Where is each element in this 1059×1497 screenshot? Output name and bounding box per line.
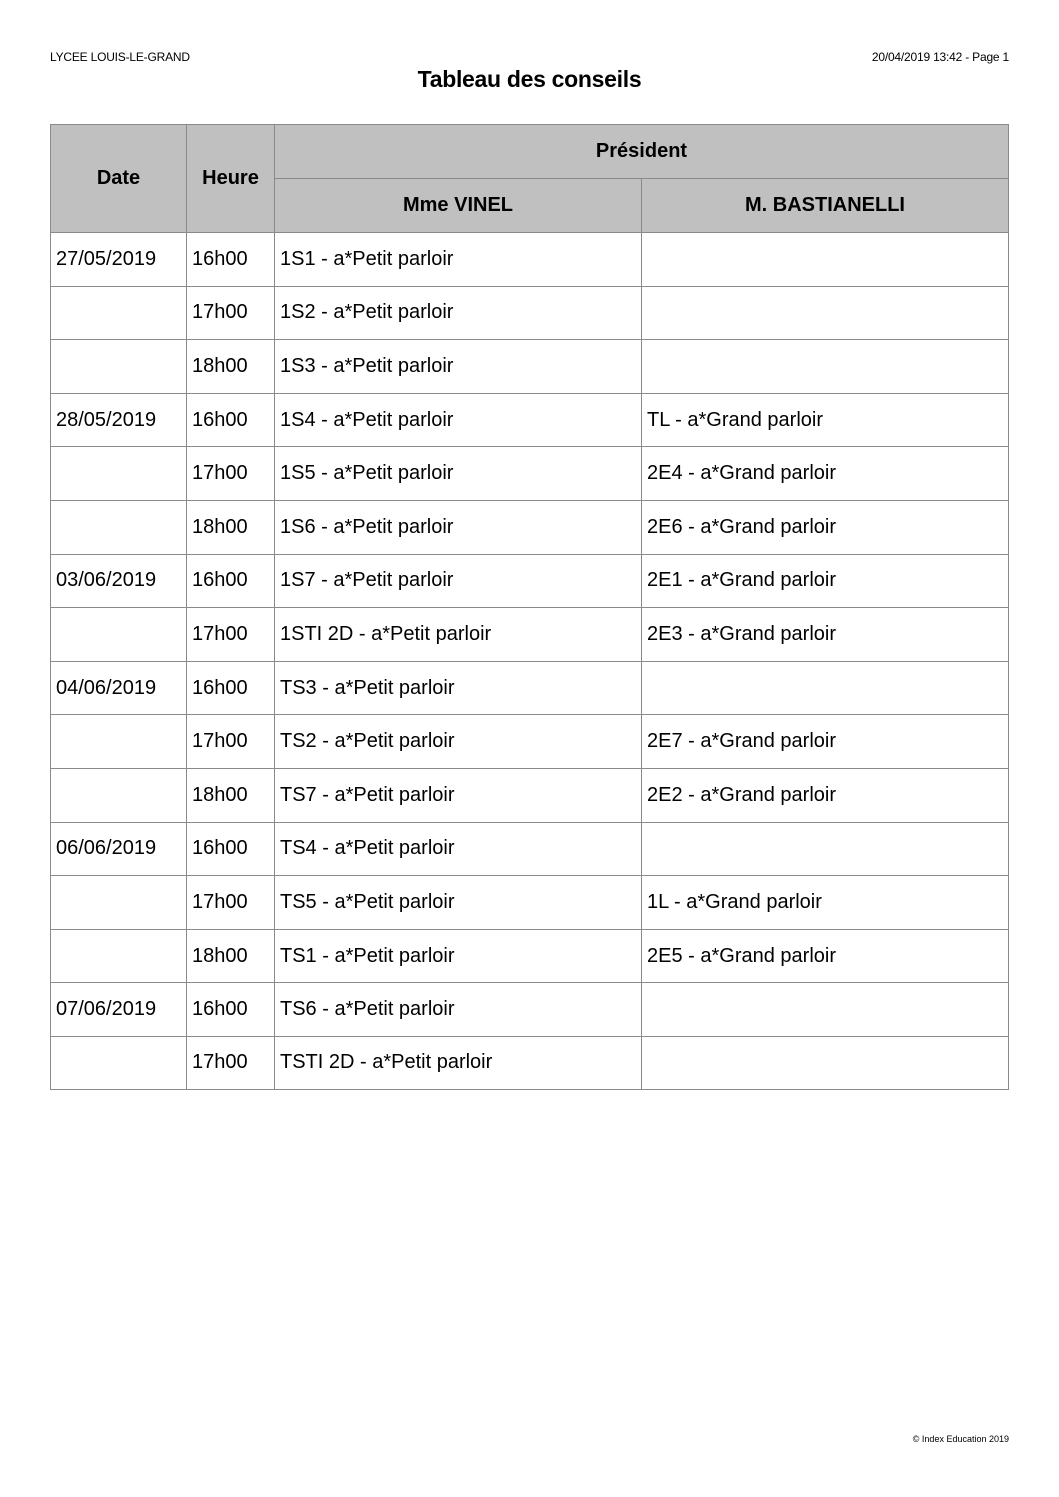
- print-date-page: 20/04/2019 13:42 - Page 1: [871, 50, 1009, 64]
- time-cell: 16h00: [187, 983, 275, 1037]
- vinel-council-cell: TS2 - a*Petit parloir: [275, 715, 642, 769]
- bastianelli-council-cell: [642, 233, 1009, 287]
- vinel-council-cell: 1S5 - a*Petit parloir: [275, 447, 642, 501]
- date-cell: [51, 768, 187, 822]
- time-cell: 18h00: [187, 340, 275, 394]
- vinel-council-cell: 1S6 - a*Petit parloir: [275, 500, 642, 554]
- date-cell: [51, 286, 187, 340]
- bastianelli-council-cell: [642, 983, 1009, 1037]
- date-cell: 03/06/2019: [51, 554, 187, 608]
- bastianelli-council-cell: 1L - a*Grand parloir: [642, 876, 1009, 930]
- date-cell: 28/05/2019: [51, 393, 187, 447]
- bastianelli-council-cell: [642, 822, 1009, 876]
- table-row: [51, 768, 1009, 822]
- table-row: [51, 286, 1009, 340]
- bastianelli-council-cell: 2E3 - a*Grand parloir: [642, 608, 1009, 662]
- vinel-council-cell: 1S1 - a*Petit parloir: [275, 233, 642, 287]
- bastianelli-council-cell: TL - a*Grand parloir: [642, 393, 1009, 447]
- bastianelli-council-cell: 2E1 - a*Grand parloir: [642, 554, 1009, 608]
- vinel-council-cell: TS6 - a*Petit parloir: [275, 983, 642, 1037]
- table-row: [51, 929, 1009, 983]
- copyright-notice: © Index Education 2019: [912, 1434, 1009, 1444]
- time-cell: 16h00: [187, 554, 275, 608]
- column-header-date: Date: [51, 125, 187, 233]
- table-row: [51, 233, 1009, 287]
- column-header-mme-vinel: Mme VINEL: [275, 179, 642, 233]
- table-row: [51, 983, 1009, 1037]
- vinel-council-cell: 1S3 - a*Petit parloir: [275, 340, 642, 394]
- table-row: [51, 661, 1009, 715]
- date-cell: 04/06/2019: [51, 661, 187, 715]
- time-cell: 16h00: [187, 233, 275, 287]
- date-cell: [51, 1036, 187, 1089]
- bastianelli-council-cell: 2E6 - a*Grand parloir: [642, 500, 1009, 554]
- time-cell: 18h00: [187, 768, 275, 822]
- vinel-council-cell: TS3 - a*Petit parloir: [275, 661, 642, 715]
- table-row: [51, 447, 1009, 501]
- time-cell: 17h00: [187, 1036, 275, 1089]
- date-cell: [51, 608, 187, 662]
- date-cell: 06/06/2019: [51, 822, 187, 876]
- date-cell: [51, 715, 187, 769]
- vinel-council-cell: 1STI 2D - a*Petit parloir: [275, 608, 642, 662]
- table-row: [51, 608, 1009, 662]
- time-cell: 17h00: [187, 286, 275, 340]
- page-title: Tableau des conseils: [417, 66, 642, 92]
- time-cell: 16h00: [187, 393, 275, 447]
- date-cell: [51, 929, 187, 983]
- date-cell: 07/06/2019: [51, 983, 187, 1037]
- date-cell: 27/05/2019: [51, 233, 187, 287]
- date-cell: [51, 340, 187, 394]
- table-row: [51, 1036, 1009, 1089]
- vinel-council-cell: TS4 - a*Petit parloir: [275, 822, 642, 876]
- bastianelli-council-cell: [642, 340, 1009, 394]
- table-row: [51, 715, 1009, 769]
- bastianelli-council-cell: 2E7 - a*Grand parloir: [642, 715, 1009, 769]
- table-row: [51, 554, 1009, 608]
- table-row: [51, 822, 1009, 876]
- time-cell: 16h00: [187, 661, 275, 715]
- time-cell: 17h00: [187, 715, 275, 769]
- time-cell: 18h00: [187, 929, 275, 983]
- bastianelli-council-cell: [642, 286, 1009, 340]
- bastianelli-council-cell: [642, 661, 1009, 715]
- vinel-council-cell: 1S7 - a*Petit parloir: [275, 554, 642, 608]
- table-row: [51, 340, 1009, 394]
- time-cell: 17h00: [187, 608, 275, 662]
- date-cell: [51, 447, 187, 501]
- time-cell: 18h00: [187, 500, 275, 554]
- column-header-president: Président: [275, 125, 1009, 179]
- bastianelli-council-cell: 2E2 - a*Grand parloir: [642, 768, 1009, 822]
- time-cell: 17h00: [187, 447, 275, 501]
- column-header-m-bastianelli: M. BASTIANELLI: [642, 179, 1009, 233]
- table-row: [51, 876, 1009, 930]
- date-cell: [51, 876, 187, 930]
- table-row: [51, 500, 1009, 554]
- table-row: [51, 393, 1009, 447]
- vinel-council-cell: TS7 - a*Petit parloir: [275, 768, 642, 822]
- column-header-heure: Heure: [187, 125, 275, 233]
- vinel-council-cell: TS5 - a*Petit parloir: [275, 876, 642, 930]
- vinel-council-cell: TSTI 2D - a*Petit parloir: [275, 1036, 642, 1089]
- vinel-council-cell: TS1 - a*Petit parloir: [275, 929, 642, 983]
- vinel-council-cell: 1S4 - a*Petit parloir: [275, 393, 642, 447]
- school-name: LYCEE LOUIS-LE-GRAND: [50, 50, 190, 64]
- bastianelli-council-cell: [642, 1036, 1009, 1089]
- vinel-council-cell: 1S2 - a*Petit parloir: [275, 286, 642, 340]
- date-cell: [51, 500, 187, 554]
- time-cell: 17h00: [187, 876, 275, 930]
- time-cell: 16h00: [187, 822, 275, 876]
- bastianelli-council-cell: 2E5 - a*Grand parloir: [642, 929, 1009, 983]
- councils-table: [50, 124, 1009, 1090]
- bastianelli-council-cell: 2E4 - a*Grand parloir: [642, 447, 1009, 501]
